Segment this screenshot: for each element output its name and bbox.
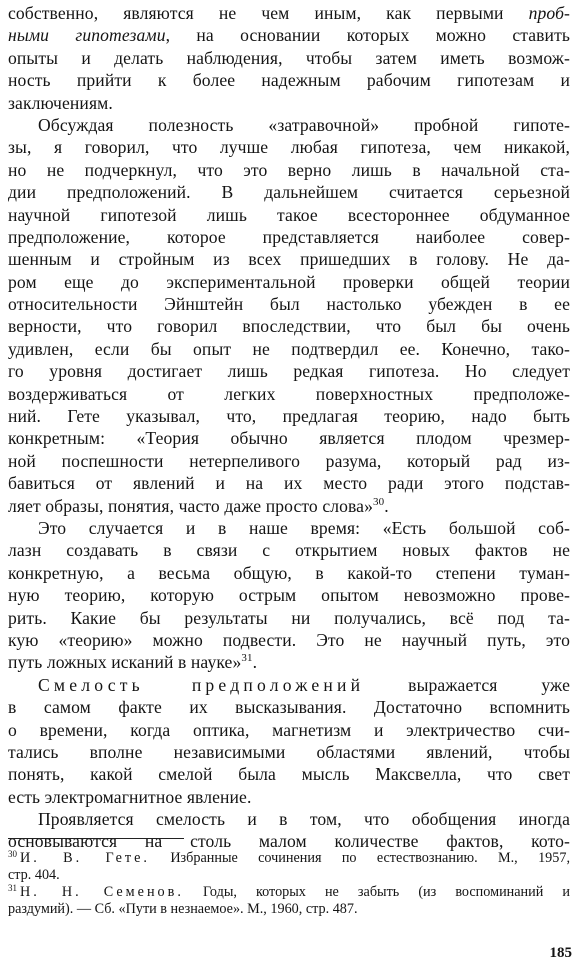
text-line: заключениям. [8,92,113,113]
text-line: собственно, являются не чем иным, как первыми проб- [8,3,570,23]
text-line: предположение, которое представляется наиболее совер- [8,226,570,247]
text-line: го уровня достигает лишь редкая гипотеза. Но следует [8,361,570,382]
text-line: кую «теорию» можно подвести. Это не научный путь, это [8,629,570,650]
text-line: ний. Гете указывал, что, предлагая теорию, надо быть [8,406,570,427]
text-line: ной поспешности нетерпеливого разума, который рад из- [8,450,570,471]
text-line: конкретным: «Теория обычно является плодом чрезмер- [8,428,570,449]
text-line: основываются на столь малом количестве фактов, кото- [8,831,570,852]
paragraph-4 [8,674,570,808]
footnote-line: $^{30}$ И. В. Гете. Избранные сочинения по естествознанию. М., 1957, [8,849,571,866]
text-line: тались вполне независимыми областями явлений, чтобы [8,741,570,762]
text-line: зы, я говорил, что лучше любая гипотеза, чем никакой, [8,137,570,158]
footnote-31 [8,884,570,918]
spaced-emphasis: Смелость предположений [38,674,365,695]
text-line: воздерживаться от легких поверхностных предположе- [8,383,570,404]
text-line: ром еще до экспериментальной проверки общей теории [8,271,570,292]
footnote-line: $^{31}$ Н. Н. Семенов. Годы, которых не забыть (из воспоминаний и [8,883,570,900]
text-line: удивлен, если бы опыт не подтвердил ее. Конечно, тако- [8,338,570,359]
text-line: дии предположений. В дальнейшем считается серьезной [8,182,570,203]
footnote-number: 31 [8,883,17,893]
footnote-line: раздумий). — Сб. «Пути в незнаемое». М., 1960, стр. 487. [8,901,358,917]
footnote-author: И. В. Гете. [20,850,150,866]
text-line: ную теорию, которую острым опытом невозможно прове- [8,585,570,606]
text-line: Обсуждая полезность «затравочной» пробной гипоте- [38,114,570,135]
page-body [8,2,570,853]
text-line: относительности Эйнштейн был настолько убежден в ее [8,294,570,315]
text-line: но не подчеркнул, что это верно лишь в начальной ста- [8,159,570,180]
footnote-author: Н. Н. Семенов. [20,884,184,900]
text-line: путь ложных исканий в науке»$^{31}$. [8,652,258,673]
text-line: в самом факте их высказывания. Достаточно вспомнить [8,697,570,718]
text-line: научной гипотезой лишь такое всестороннее обдуманное [8,204,570,225]
text-line: Это случается и в наше время: «Есть большой соб- [38,517,570,538]
text-line: Смелость предположений выражается уже [38,674,570,695]
text-line: бавиться от явлений и на их место ради этого подстав- [8,473,570,494]
footnote-30 [8,850,570,884]
footnote-divider [8,838,184,839]
text-line: ными гипотезами, на основании которых можно ставить [8,25,570,46]
text-line: конкретную, а весьма общую, в какой-то степени туман- [8,562,570,583]
paragraph-2 [8,114,570,517]
text-line: ность прийти к более надежным рабочим гипотезам и [8,70,570,91]
text-line: ляет образы, понятия, часто даже просто слова»$^{30}$. [8,495,389,516]
footnote-line: стр. 404. [8,867,60,883]
page-number: 185 [549,945,572,961]
text-line: шенным и стройным из всех пришедших в голову. Не да- [8,249,570,270]
footnote-ref: 31 [241,652,253,665]
paragraph-3 [8,517,570,674]
footnotes [8,850,570,918]
footnote-ref: 30 [373,495,385,508]
footnote-number: 30 [8,849,17,859]
text-line: рить. Какие бы результаты ни получались, всё под та- [8,607,570,628]
text-line: опыты и делать наблюдения, чтобы затем иметь возмож- [8,47,570,68]
text-line: есть электромагнитное явление. [8,786,252,807]
text-line: о времени, когда оптика, магнетизм и электричество счи- [8,719,570,740]
text-line: лазн создавать в связи с открытием новых фактов не [8,540,570,561]
paragraph-5 [8,808,570,853]
paragraph-1 [8,2,570,114]
text-line: понять, какой смелой была мысль Максвелла, что свет [8,764,570,785]
text-line: Проявляется смелость и в том, что обобщения иногда [38,809,570,830]
text-line: верности, что говорил впоследствии, что был бы очень [8,316,570,337]
